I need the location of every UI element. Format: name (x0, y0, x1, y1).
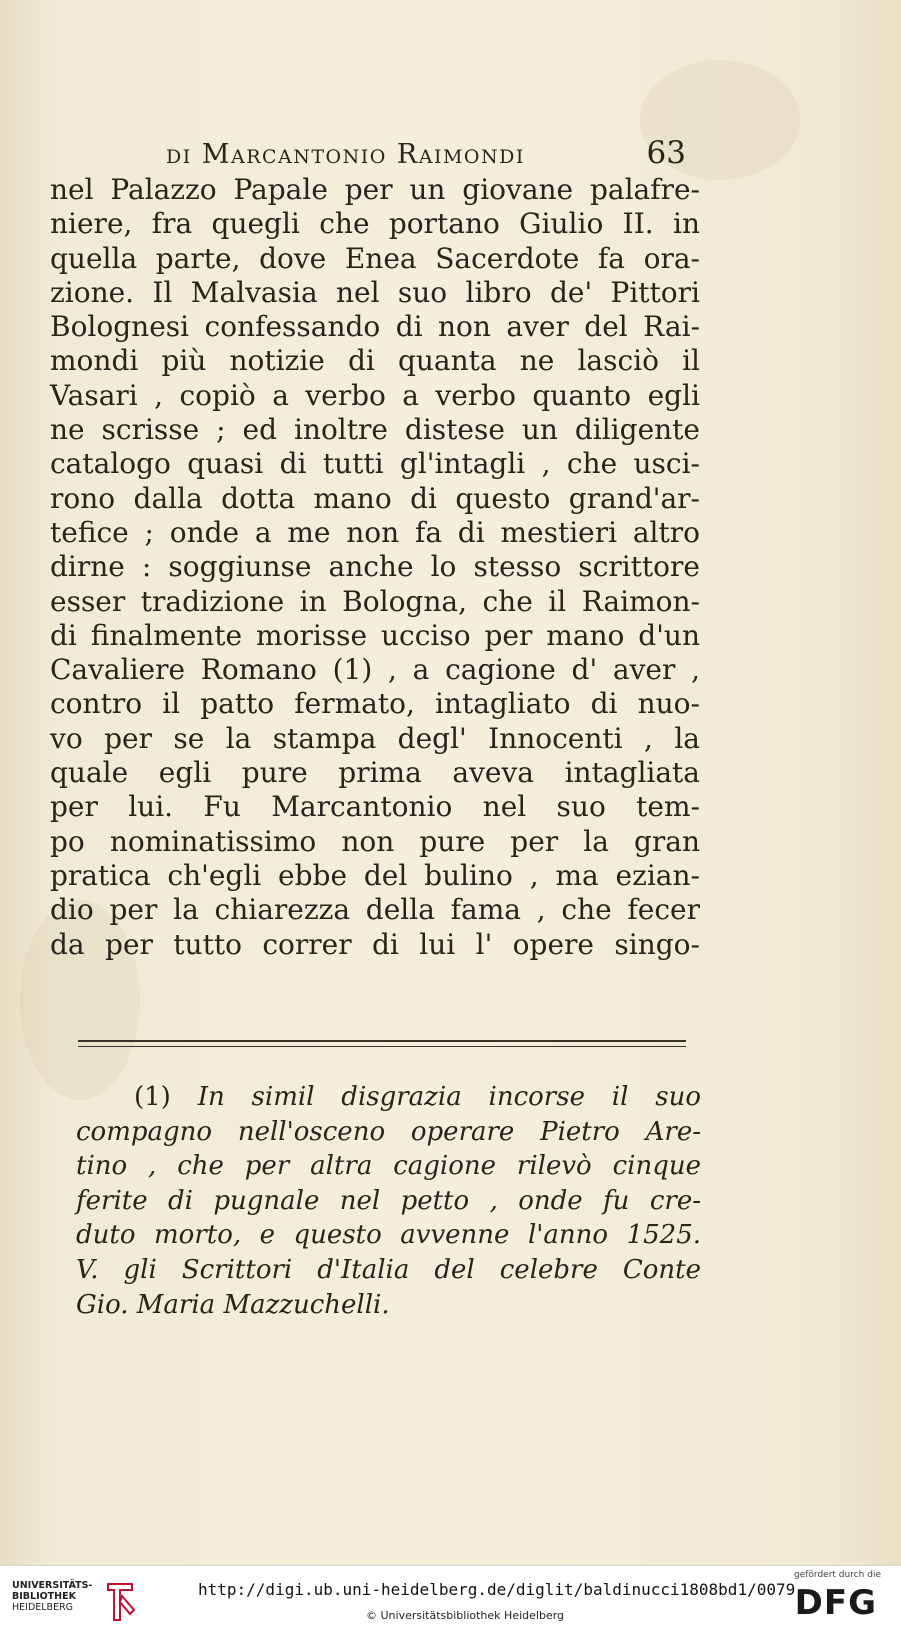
body-line: quella parte, dove Enea Sacerdote fa ora- (50, 241, 700, 275)
footnote-rule (78, 1040, 686, 1047)
body-line: mondi più notizie di quanta ne lasciò il (50, 344, 700, 378)
body-line: pratica ch'egli ebbe del bulino , ma ezian- (50, 858, 700, 892)
body-text (50, 173, 700, 962)
digitization-footer (0, 1565, 901, 1630)
body-line: Bolognesi confessando di non aver del Rai- (50, 310, 700, 344)
heidelberg-logo-icon (102, 1580, 138, 1622)
body-line: contro il patto fermato, intagliato di nuo- (50, 687, 700, 721)
footnote-marker: (1) (134, 1082, 171, 1112)
body-line: per lui. Fu Marcantonio nel suo tem- (50, 790, 700, 824)
body-line: niere, fra quegli che portano Giulio II. in (50, 207, 700, 241)
body-line: tefice ; onde a me non fa di mestieri altro (50, 515, 700, 549)
body-line: vo per se la stampa degl' Innocenti , la (50, 721, 700, 755)
body-line: zione. Il Malvasia nel suo libro de' Pittori (50, 275, 700, 309)
logo-line: BIBLIOTHEK (12, 1591, 76, 1602)
body-line: di finalmente morisse ucciso per mano d'un (50, 618, 700, 652)
body-line: dirne : soggiunse anche lo stesso scrittore (50, 550, 700, 584)
university-library-logo[interactable] (12, 1580, 132, 1620)
body-line: ne scrisse ; ed inoltre distese un diligente (50, 413, 700, 447)
copyright-notice: © Universitätsbibliothek Heidelberg (366, 1609, 565, 1622)
body-line: quale egli pure prima aveva intagliata (50, 756, 700, 790)
running-head (160, 135, 690, 175)
body-line: Cavaliere Romano (1) , a cagione d' aver , (50, 653, 700, 687)
footnote (76, 1080, 701, 1322)
funded-by-label: gefördert durch die (794, 1570, 881, 1580)
body-line: catalogo quasi di tutti gl'intagli , che usci- (50, 447, 700, 481)
footnote-first-line (76, 1080, 701, 1115)
body-line: po nominatissimo non pure per la gran (50, 824, 700, 858)
dfg-logo[interactable]: DFG (794, 1583, 877, 1623)
footnote-line: ferite di pugnale nel petto , onde fu cre- (76, 1185, 701, 1216)
footnote-first-text: In simil disgrazia incorse il suo (197, 1082, 702, 1112)
footnote-line: compagno nell'osceno operare Pietro Are- (76, 1116, 701, 1147)
page-number: 63 (646, 135, 686, 171)
body-line: esser tradizione in Bologna, che il Raimon- (50, 584, 700, 618)
body-line: dio per la chiarezza della fama , che fecer (50, 893, 700, 927)
footnote-line: V. gli Scrittori d'Italia del celebre Conte (76, 1254, 701, 1285)
body-line: Vasari , copiò a verbo a verbo quanto egli (50, 378, 700, 412)
body-line: nel Palazzo Papale per un giovane palafre- (50, 173, 700, 206)
running-title: di Marcantonio Raimondi (166, 139, 525, 170)
page-url-link[interactable]: http://digi.ub.uni-heidelberg.de/diglit/baldinucci1808bd1/0079 (198, 1580, 796, 1599)
footnote-line: Gio. Maria Mazzuchelli. (76, 1289, 390, 1320)
body-line: rono dalla dotta mano di questo grand'ar- (50, 481, 700, 515)
footnote-line: duto morto, e questo avvenne l'anno 1525. (76, 1220, 701, 1251)
body-line: da per tutto correr di lui l' opere singo- (50, 927, 700, 961)
logo-line: HEIDELBERG (12, 1602, 74, 1613)
logo-line: UNIVERSITÄTS- (12, 1580, 93, 1591)
footnote-line: tino , che per altra cagione rilevò cinque (76, 1151, 701, 1182)
